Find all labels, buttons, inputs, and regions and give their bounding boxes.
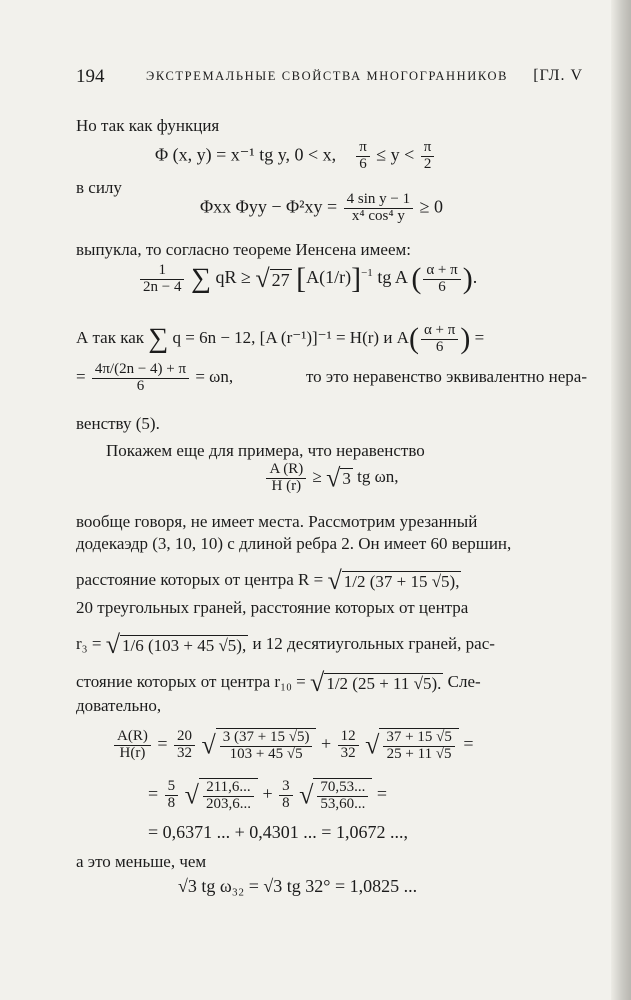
- formula-function-def: [155, 140, 436, 173]
- fraction: [338, 729, 359, 762]
- formula-part: q = 6n − 12, [A (r⁻¹)]⁻¹ = H(r): [172, 327, 380, 347]
- text-line-with-formula: [76, 668, 481, 698]
- radicand: 27: [271, 269, 290, 290]
- text-line: додекаэдр (3, 10, 10) с длиной ребра 2. Он имеет 60 вершин,: [76, 534, 512, 553]
- radicand: [216, 728, 317, 763]
- fraction: [383, 730, 454, 763]
- running-title: ЭКСТРЕМАЛЬНЫЕ СВОЙСТВА МНОГОГРАННИКОВ: [146, 69, 509, 83]
- radicand: [120, 635, 248, 655]
- fraction: [317, 780, 368, 813]
- fraction: [279, 779, 293, 812]
- text-line-with-formula: [76, 362, 587, 395]
- formula-part: tg ωn,: [357, 467, 399, 487]
- fraction: [165, 779, 179, 812]
- formula-convexity: [200, 192, 443, 225]
- radical-sign: √: [299, 780, 314, 810]
- formula-part: ≤ y <: [376, 144, 415, 165]
- chapter-label: [ГЛ. V: [533, 67, 583, 84]
- formula-part: A(1/r): [306, 267, 352, 288]
- paren: (: [411, 262, 422, 295]
- frac-num: 211,6...: [203, 780, 254, 797]
- formula-part: Φ (x, y) = x⁻¹ tg y, 0 < x,: [155, 144, 337, 165]
- text-part: и: [383, 327, 393, 347]
- text-part: А так как: [76, 327, 145, 347]
- fraction: [92, 362, 189, 395]
- formula-part: ≥: [312, 467, 322, 487]
- text-line: в силу: [76, 178, 122, 197]
- formula-comparison: √3 tg ω₃₂ = √3 tg 32° = 1,0825 ...: [178, 876, 418, 896]
- radical-sign: √: [255, 264, 270, 293]
- bracket: ]: [351, 262, 362, 295]
- radical-sign: √: [184, 780, 199, 810]
- formula-inequality: [76, 462, 587, 495]
- formula-part: = ωn,: [195, 367, 234, 387]
- frac-den: 32: [176, 744, 192, 761]
- formula-part: 1/6: [121, 636, 144, 656]
- fraction: [266, 462, 306, 495]
- radicand: [199, 778, 258, 813]
- radicand: [342, 571, 462, 591]
- fraction: [356, 140, 370, 173]
- formula-part: Φxx Φyy − Φ²xy =: [200, 196, 338, 217]
- formula-part: tg A: [377, 267, 407, 288]
- formula-computation-3: = 0,6371 ... + 0,4301 ... = 1,0672 ...,: [148, 822, 408, 842]
- frac-num: π: [356, 140, 370, 157]
- frac-den: 32: [340, 744, 356, 761]
- frac-den: 25 + 11 √5: [386, 745, 452, 762]
- frac-den: 6: [435, 338, 444, 355]
- frac-num: 4π/(2n − 4) + π: [92, 362, 189, 379]
- text-line-with-formula: [76, 566, 461, 596]
- radical-sign: √: [365, 730, 380, 760]
- frac-den: 6: [359, 155, 367, 172]
- text-part: расстояние которых от центра: [76, 569, 294, 589]
- text-line: выпукла, то согласно теореме Иенсена имеем:: [76, 240, 411, 259]
- formula-part: r₃ =: [76, 633, 102, 653]
- formula-part: A: [396, 327, 409, 347]
- formula-computation-2: = $\frac{5}{8}$ √ $\frac{211,6...}{203,6...}$ + $\frac{3}{8}$ √ $\frac{70,53...}{53,60...}$ =: [148, 778, 388, 812]
- formula-part: R =: [298, 569, 324, 589]
- bracket: [: [296, 262, 307, 295]
- text-line-with-formula: [76, 630, 495, 660]
- frac-den: H (r): [271, 477, 302, 494]
- formula-jensen: $\frac{1}{2n - 4}$ ∑ qR ≥ √ 27 $[A(1/r)]^{-1}$ tg A ( $\frac{\alpha + \pi}{6}$ ).: [138, 262, 477, 296]
- text-line-with-formula: А так как ∑ q = 6n − 12, [A (r⁻¹)]⁻¹ = H(r) и A( $\frac{\alpha + \pi}{6}$ ) =: [76, 321, 485, 355]
- formula-part: r₁₀ =: [274, 671, 306, 691]
- frac-num: 20: [174, 729, 195, 746]
- text-line: Но так как функция: [76, 116, 220, 135]
- text-line: довательно,: [76, 696, 162, 715]
- frac-den: 8: [282, 794, 290, 811]
- frac-den: x⁴ cos⁴ y: [351, 207, 405, 224]
- frac-num: A(R): [114, 729, 151, 746]
- text-line: венству (5).: [76, 414, 160, 433]
- fraction: [114, 729, 151, 762]
- formula-part: (37 + 15 √5),: [369, 572, 460, 592]
- page-header: [76, 66, 595, 92]
- frac-num: 37 + 15 √5: [383, 730, 454, 747]
- fraction: [220, 730, 313, 763]
- text-part: то это неравенство эквивалентно нера-: [305, 367, 587, 387]
- text-line: а это меньше, чем: [76, 852, 207, 871]
- frac-num: 5: [165, 779, 179, 796]
- text-line: 20 треугольных граней, расстояние которых от центра: [76, 598, 469, 617]
- frac-num: α + π: [423, 263, 460, 280]
- frac-den: 6: [438, 278, 446, 295]
- radicand: [379, 728, 458, 763]
- text-line: вообще говоря, не имеет места. Рассмотрим урезанный: [76, 512, 478, 531]
- text-part: стояние которых от центра: [76, 671, 271, 691]
- frac-den: 103 + 45 √5: [229, 745, 303, 762]
- paren: ): [460, 322, 471, 355]
- formula-part: (25 + 11 √5).: [352, 674, 442, 694]
- frac-den: 6: [136, 377, 145, 394]
- formula-part: 1/2: [326, 674, 349, 694]
- frac-num: A (R): [266, 462, 306, 479]
- frac-den: H(r): [119, 744, 146, 761]
- radicand: 3: [342, 469, 351, 489]
- radical-sign: √: [105, 630, 120, 659]
- radical-sign: √: [201, 730, 216, 760]
- page-edge-shadow: [611, 0, 631, 1000]
- frac-num: 12: [338, 729, 359, 746]
- radicand: [324, 673, 443, 693]
- fraction: [174, 729, 195, 762]
- fraction: [421, 323, 458, 356]
- frac-den: 2n − 4: [143, 278, 182, 295]
- fraction: [203, 780, 254, 813]
- sum-symbol: ∑: [148, 323, 169, 354]
- fraction: [140, 263, 184, 296]
- formula-part: (103 + 45 √5),: [147, 636, 247, 656]
- frac-den: 2: [423, 155, 432, 172]
- frac-num: 3 (37 + 15 √5): [220, 730, 313, 747]
- frac-num: 1: [140, 263, 184, 280]
- frac-num: π: [421, 140, 435, 157]
- formula-omega-n: = $\frac{4\pi/(2n - 4) + \pi}{6}$ = ωn,: [76, 361, 234, 394]
- paren: (: [408, 322, 419, 355]
- frac-num: 3: [279, 779, 293, 796]
- radicand: [313, 778, 372, 813]
- text-line: Покажем еще для примера, что неравенство: [106, 441, 425, 460]
- formula-part: ≥ 0: [419, 196, 444, 217]
- sum-symbol: ∑: [190, 263, 211, 294]
- radical-sign: √: [327, 566, 342, 595]
- paren: ): [462, 262, 473, 295]
- radical-sign: √: [310, 668, 325, 697]
- frac-num: 70,53...: [317, 780, 368, 797]
- frac-den: 203,6...: [205, 795, 251, 812]
- frac-num: α + π: [421, 323, 458, 340]
- page-number: 194: [76, 66, 105, 87]
- frac-den: 8: [167, 794, 176, 811]
- formula-part: qR ≥: [215, 267, 251, 288]
- radical-sign: √: [326, 463, 341, 493]
- formula-part: 1/2: [343, 572, 366, 592]
- frac-num: 4 sin y − 1: [344, 192, 413, 209]
- fraction: [423, 263, 460, 296]
- text-part: и 12 десятиугольных граней, рас-: [252, 633, 495, 653]
- text-part: Сле-: [447, 671, 481, 691]
- frac-den: 53,60...: [320, 795, 366, 812]
- formula-computation-1: $\frac{A(R)}{H(r)}$ = $\frac{20}{32}$ √ $\frac{3 (37 + 15 √5)}{103 + 45 √5}$ + $\frac{12}{32}$ √ $\frac{37 + 15 √5}{25 + 11 √5}$ =: [112, 728, 474, 763]
- fraction: [421, 140, 435, 173]
- fraction: [344, 192, 413, 225]
